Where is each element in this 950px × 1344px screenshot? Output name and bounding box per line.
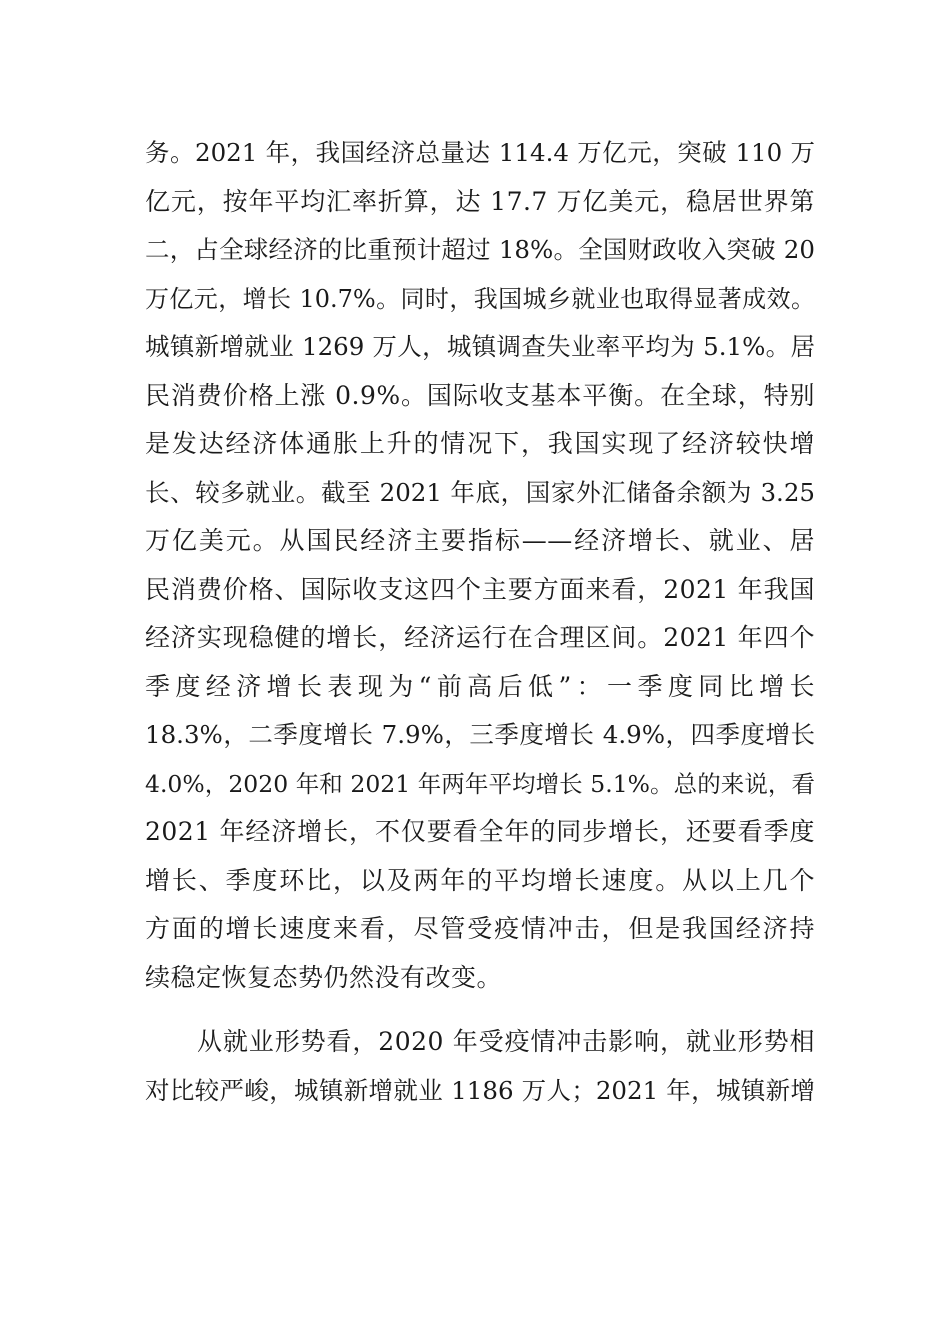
text-line: 民消费价格上涨 0.9%。国际收支基本平衡。在全球，特别 (145, 380, 815, 410)
text-line: 长、较多就业。截至 2021 年底，国家外汇储备余额为 3.25 (145, 477, 815, 507)
text-line: 对比较严峻，城镇新增就业 1186 万人；2021 年，城镇新增 (145, 1075, 815, 1105)
text-line: 18.3%，二季度增长 7.9%，三季度增长 4.9%，四季度增长 (145, 720, 815, 749)
text-line: 是发达经济体通胀上升的情况下，我国实现了经济较快增 (145, 429, 815, 458)
text-line: 续稳定恢复态势仍然没有改变。 (145, 962, 503, 992)
text-line: 方面的增长速度来看，尽管受疫情冲击，但是我国经济持 (145, 914, 815, 943)
text-line: 万亿元，增长 10.7%。同时，我国城乡就业也取得显著成效。 (145, 284, 815, 313)
text-line: 万亿美元。从国民经济主要指标——经济增长、就业、居 (145, 526, 815, 555)
text-line: 季度经济增长表现为“前高后低”：一季度同比增长 (145, 671, 815, 701)
text-line: 民消费价格、国际收支这四个主要方面来看，2021 年我国 (145, 574, 815, 604)
text-line: 2021 年经济增长，不仅要看全年的同步增长，还要看季度 (145, 817, 815, 846)
paragraph-economy-2021 (145, 129, 815, 1002)
paragraph-employment (145, 1018, 815, 1115)
text-line: 4.0%，2020 年和 2021 年两年平均增长 5.1%。总的来说，看 (145, 769, 815, 798)
text-line: 务。2021 年，我国经济总量达 114.4 万亿元，突破 110 万 (145, 138, 815, 167)
text-line: 从就业形势看，2020 年受疫情冲击影响，就业形势相 (197, 1027, 815, 1056)
text-line: 二，占全球经济的比重预计超过 18%。全国财政收入突破 20 (145, 235, 815, 264)
text-line: 增长、季度环比，以及两年的平均增长速度。从以上几个 (145, 865, 815, 895)
text-line: 经济实现稳健的增长，经济运行在合理区间。2021 年四个 (145, 623, 815, 652)
text-line: 城镇新增就业 1269 万人，城镇调查失业率平均为 5.1%。居 (145, 332, 815, 361)
text-line: 亿元，按年平均汇率折算，达 17.7 万亿美元，稳居世界第 (145, 186, 815, 216)
